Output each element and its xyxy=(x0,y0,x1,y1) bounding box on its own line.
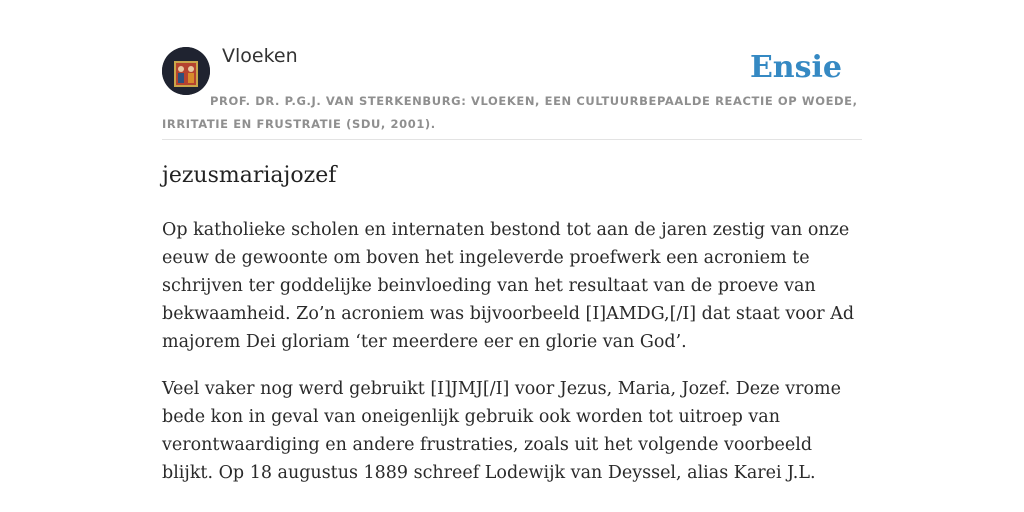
page-title: Vloeken xyxy=(222,45,298,67)
entry-heading: jezusmariajozef xyxy=(162,163,337,188)
header-divider xyxy=(162,139,862,140)
book-cover-avatar xyxy=(162,47,210,95)
brand-logo-link[interactable]: Ensie xyxy=(749,50,842,85)
source-citation: PROF. DR. P.G.J. VAN STERKENBURG: VLOEKEN, EEN CULTUURBEPAALDE REACTIE OP WOEDE, IRRITATIE EN FRUSTRATIE (SDU, 2001). xyxy=(162,94,858,131)
entry-body xyxy=(162,216,867,506)
entry-paragraph: Op katholieke scholen en internaten bestond tot aan de jaren zestig van onze eeuw de gewoonte om boven het ingeleverde proefwerk een acroniem te schrijven ter goddelijke beinvloeding van het resultaat van de proeve van bekwaamheid. Zo’n acroniem was bijvoorbeeld [I]AMDG,[/I] dat staat voor Ad majorem Dei gloriam ‘ter meerdere eer en glorie van God’. xyxy=(162,220,855,352)
book-cover-icon xyxy=(162,47,210,95)
entry-paragraph: Veel vaker nog werd gebruikt [I]JMJ[/I] voor Jezus, Maria, Jozef. Deze vrome bede kon in geval van oneigenlijk gebruik ook worden tot uitroep van verontwaardiging en andere frustraties, zoals uit het volgende voorbeeld blijkt. Op 18 augustus 1889 schreef Lodewijk van Deyssel, alias Karei J.L. xyxy=(162,379,841,483)
